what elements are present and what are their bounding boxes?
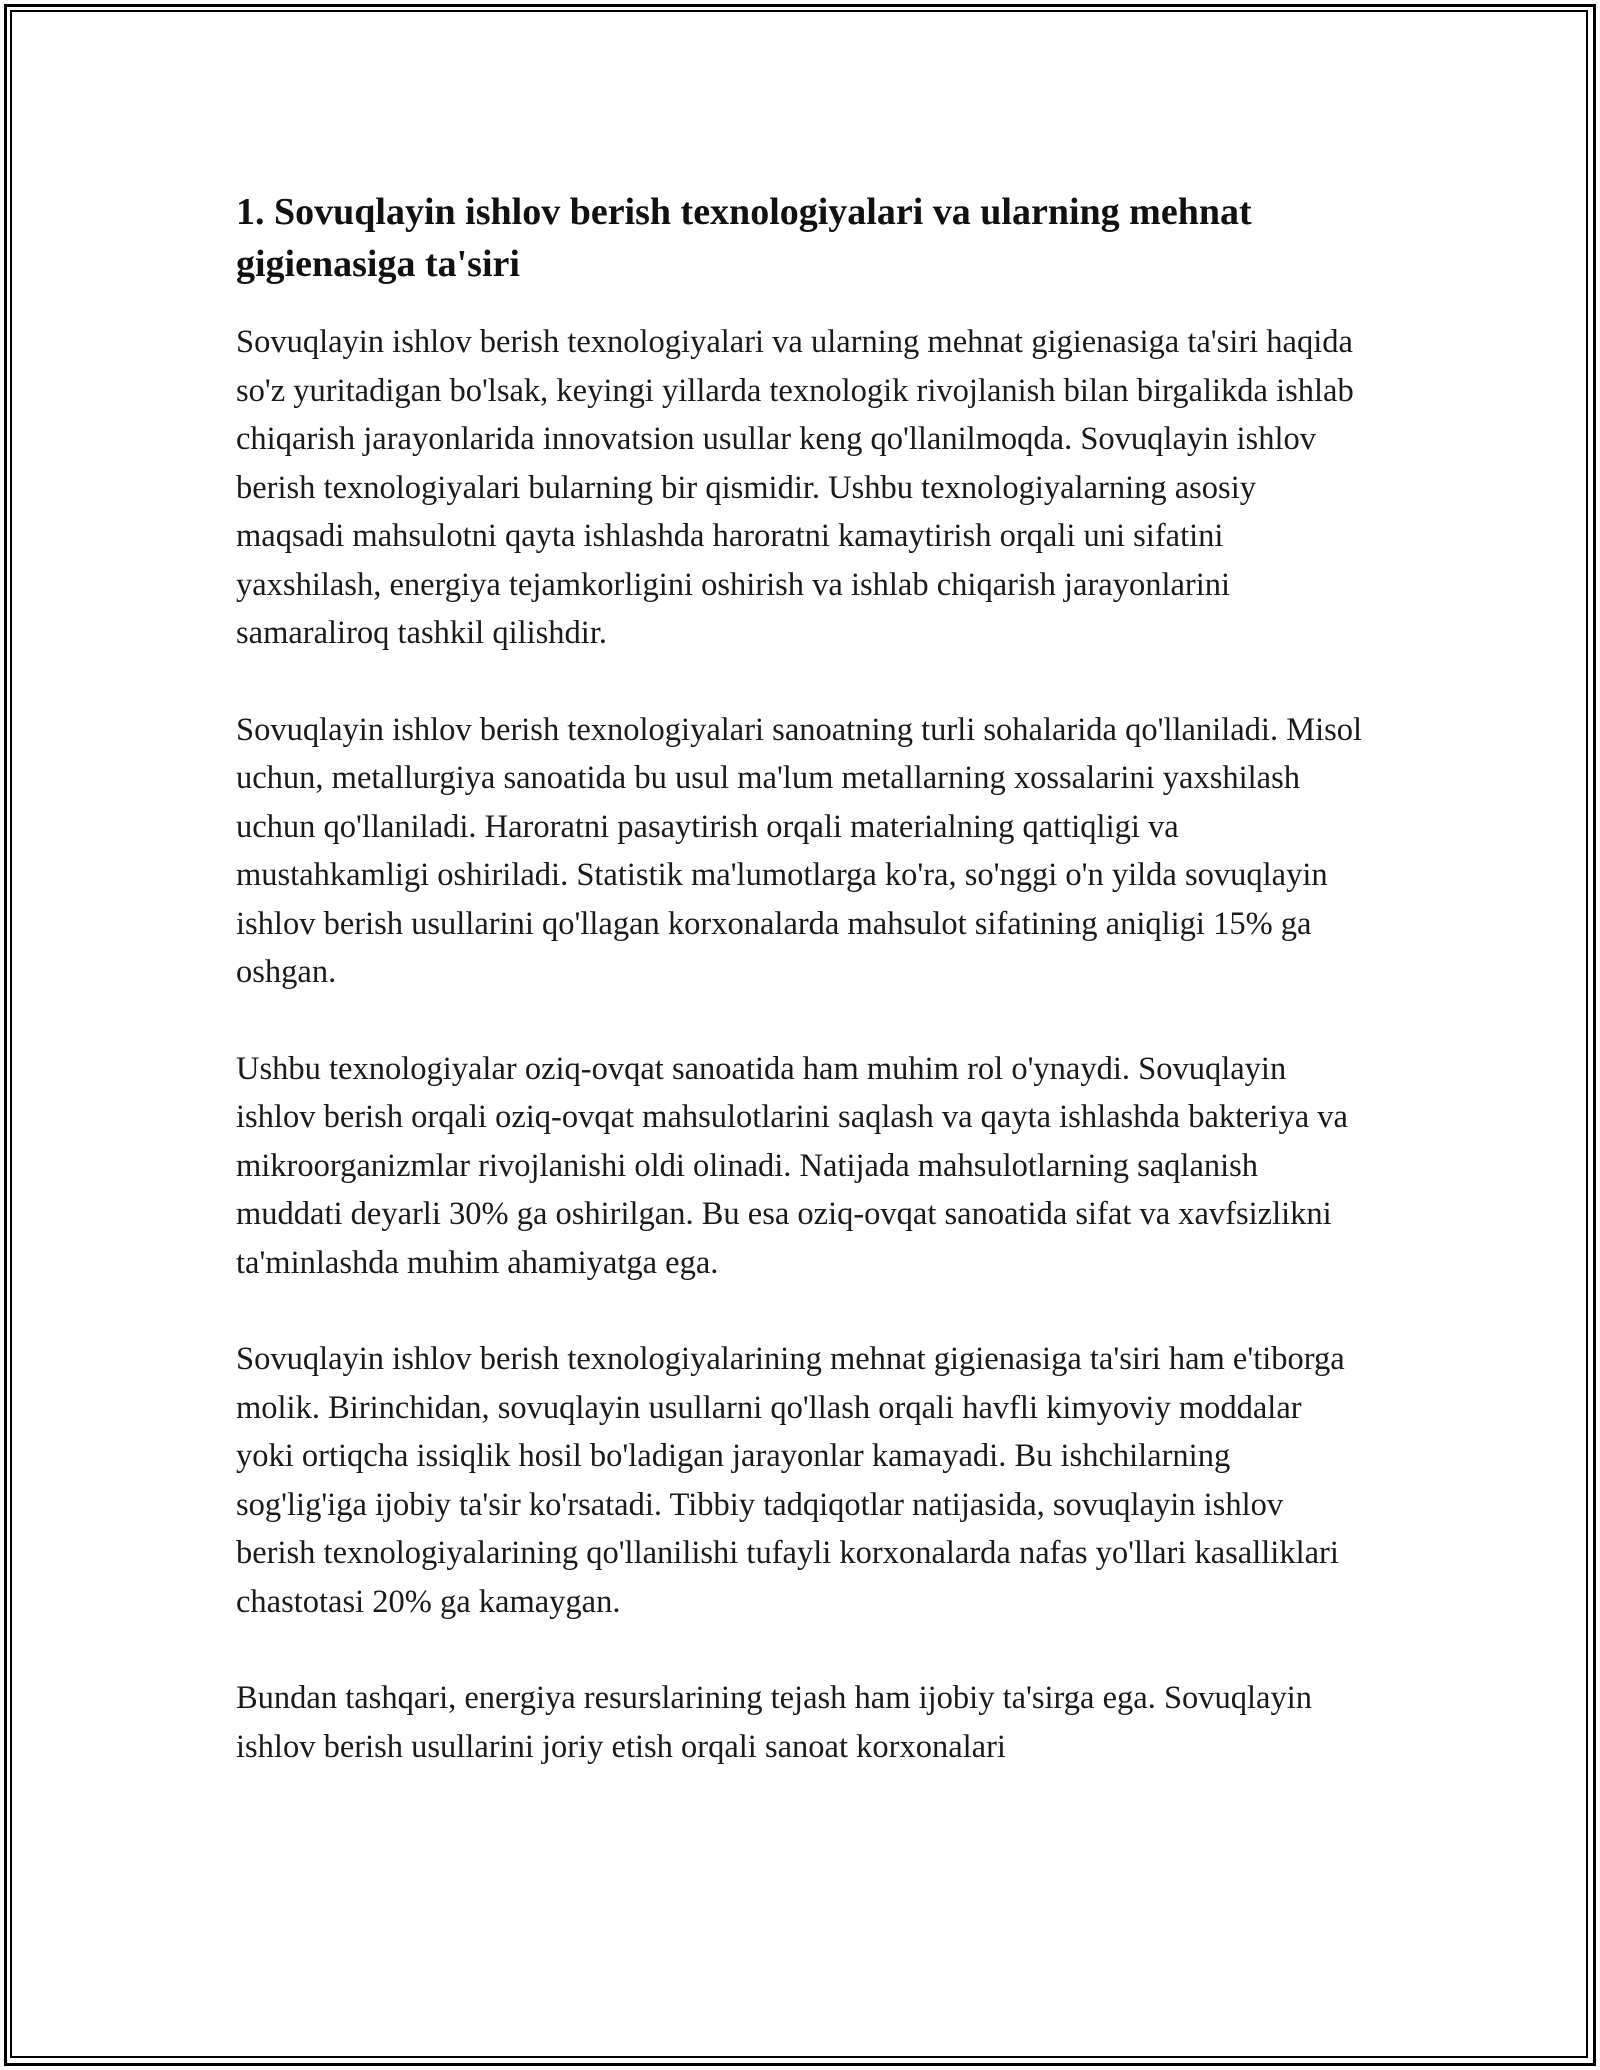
paragraph-metallurgy: Sovuqlayin ishlov berish texnologiyalari sanoatning turli sohalarida qo'llaniladi. Misol uchun, metallurgiya sanoatida bu usul ma'lum metallarning xossalarini yaxshilash uchun qo'llaniladi. Haroratni pasaytirish orqali materialning qattiqligi va mustahkamligi oshiriladi. Statistik ma'lumotlarga ko'ra, so'nggi o'n yilda sovuqlayin ishlov berish usullarini qo'llagan korxonalarda mahsulot sifatining aniqligi 15% ga oshgan. [236, 711, 1363, 990]
paragraph-labor-hygiene: Sovuqlayin ishlov berish texnologiyalarining mehnat gigienasiga ta'siri ham e'tiborga molik. Birinchidan, sovuqlayin usullarni qo'llash orqali havfli kimyoviy moddalar yoki ortiqcha issiqlik hosil bo'ladigan jarayonlar kamayadi. Bu ishchilarning sog'lig'iga ijobiy ta'sir ko'rsatadi. Tibbiy tadqiqotlar natijasida, sovuqlayin ishlov berish texnologiyalarining qo'llanilishi tufayli korxonalarda nafas yo'llari kasalliklari chastotasi 20% ga kamaygan. [236, 1341, 1345, 1620]
paragraph-intro: Sovuqlayin ishlov berish texnologiyalari va ularning mehnat gigienasiga ta'siri haqida so'z yuritadigan bo'lsak, keyingi yillarda texnologik rivojlanish bilan birgalikda ishlab chiqarish jarayonlarida innovatsion usullar keng qo'llanilmoqda. Sovuqlayin ishlov berish texnologiyalari bularning bir qismidir. Ushbu texnologiyalarning asosiy maqsadi mahsulotni qayta ishlashda haroratni kamaytirish orqali uni sifatini yaxshilash, energiya tejamkorligini oshirish va ishlab chiqarish jarayonlarini samaraliroq tashkil qilishdir. [236, 324, 1354, 651]
section-heading: 1. Sovuqlayin ishlov berish texnologiyalari va ularning mehnat gigienasiga ta'siri [236, 191, 1252, 285]
paragraph-energy: Bundan tashqari, energiya resurslarining tejash ham ijobiy ta'sirga ega. Sovuqlayin ishlov berish usullarini joriy etish orqali sanoat korxonalari [236, 1680, 1313, 1765]
document-body [236, 186, 1366, 1819]
paragraph-food-industry: Ushbu texnologiyalar oziq-ovqat sanoatida ham muhim rol o'ynaydi. Sovuqlayin ishlov berish orqali oziq-ovqat mahsulotlarini saqlash va qayta ishlashda bakteriya va mikroorganizmlar rivojlanishi oldi olinadi. Natijada mahsulotlarning saqlanish muddati deyarli 30% ga oshirilgan. Bu esa oziq-ovqat sanoatida sifat va xavfsizlikni ta'minlashda muhim ahamiyatga ega. [236, 1050, 1348, 1281]
